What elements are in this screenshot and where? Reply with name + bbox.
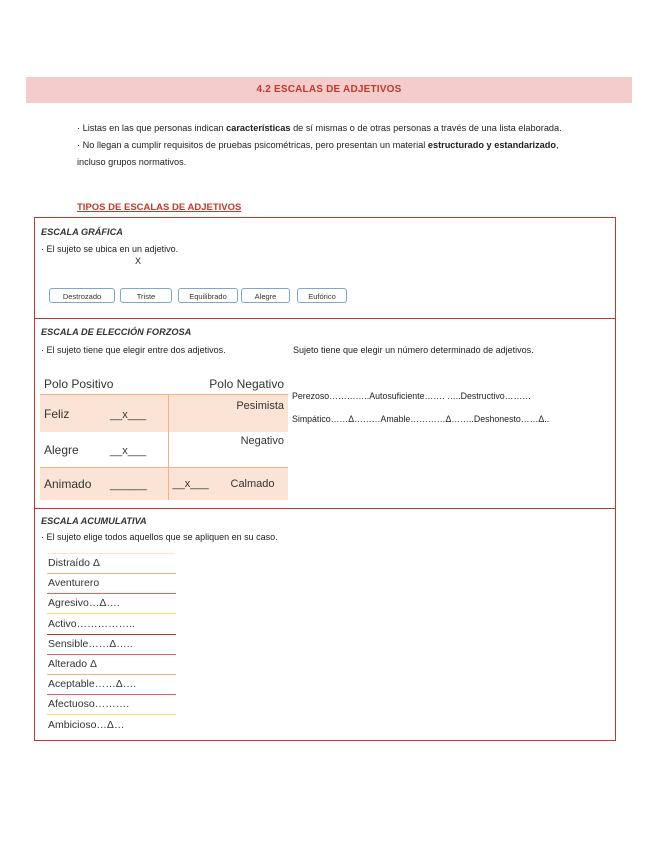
scale-option-euforico[interactable]: Eufórico: [297, 288, 347, 303]
negative-pole-header: Polo Negativo: [168, 374, 288, 395]
table-row: [40, 468, 288, 501]
polarity-header-row: [40, 374, 288, 395]
intro-text: [77, 120, 577, 171]
choice-mark: __x___: [172, 478, 209, 490]
list-item[interactable]: Afectuoso……….: [47, 695, 176, 715]
scale-option-alegre[interactable]: Alegre: [241, 288, 290, 303]
graphic-scale-description: · El sujeto se ubica en un adjetivo.: [41, 244, 179, 254]
negative-adjective: Calmado: [230, 478, 275, 490]
list-item[interactable]: Aceptable……Δ….: [47, 675, 176, 695]
intro-paragraph-1: · Listas en las que personas indican características de sí mismas o de otras personas a través de una lista elaborada.: [77, 123, 562, 133]
scale-option-destrozado[interactable]: Destrozado: [49, 288, 115, 303]
scale-option-equilibrado[interactable]: Equilibrado: [178, 288, 238, 303]
intro-paragraph-2: · No llegan a cumplir requisitos de pruebas psicométricas, pero presentan un material estructurado y estandarizado, incluso grupos normativos.: [77, 140, 559, 167]
scale-option-triste[interactable]: Triste: [120, 288, 172, 303]
cumulative-scale-title: ESCALA ACUMULATIVA: [41, 516, 147, 526]
table-row: [40, 395, 288, 433]
positive-pole-header: Polo Positivo: [40, 374, 168, 395]
table-row: [40, 432, 288, 468]
forced-choice-title: ESCALA DE ELECCIÓN FORZOSA: [41, 327, 192, 337]
list-item[interactable]: Distraído Δ: [47, 554, 176, 574]
negative-adjective: Pesimista: [236, 400, 284, 412]
positive-adjective: Feliz: [44, 406, 70, 421]
types-heading: TIPOS DE ESCALAS DE ADJETIVOS: [77, 202, 242, 213]
list-item[interactable]: Ambicioso…Δ…: [47, 716, 176, 736]
graphic-scale-box: [34, 217, 616, 319]
cumulative-scale-box: [34, 508, 616, 741]
graphic-scale-mark: X: [135, 256, 142, 266]
forced-choice-description-left: · El sujeto tiene que elegir entre dos adjetivos.: [41, 345, 226, 355]
list-item[interactable]: Alterado Δ: [47, 655, 176, 675]
header-bar: [26, 77, 632, 103]
forced-choice-line-1: Perezoso…………..Autosuficiente……. …..Destructivo………: [292, 391, 532, 401]
positive-adjective: Alegre: [44, 442, 79, 457]
forced-choice-box: [34, 318, 616, 509]
choice-mark: __x___: [110, 444, 147, 457]
choice-mark: ______: [110, 479, 147, 491]
positive-adjective: Animado: [44, 477, 92, 491]
negative-adjective: Negativo: [240, 435, 284, 447]
list-item[interactable]: Agresivo…Δ….: [47, 594, 176, 614]
list-item[interactable]: Aventurero: [47, 574, 176, 594]
forced-choice-line-2: Simpático……Δ………Amable…………Δ……..Deshonesto……Δ..: [292, 414, 550, 424]
forced-choice-description-right: Sujeto tiene que elegir un número determinado de adjetivos.: [293, 345, 534, 355]
list-item[interactable]: Sensible……Δ…..: [47, 635, 176, 655]
cumulative-scale-description: · El sujeto elige todos aquellos que se apliquen en su caso.: [41, 532, 278, 542]
list-item[interactable]: Activo……………..: [47, 615, 176, 635]
page-title: 4.2 ESCALAS DE ADJETIVOS: [256, 84, 402, 95]
choice-mark: __x___: [110, 408, 147, 421]
polarity-table: [40, 374, 288, 500]
graphic-scale-title: ESCALA GRÁFICA: [41, 227, 123, 237]
